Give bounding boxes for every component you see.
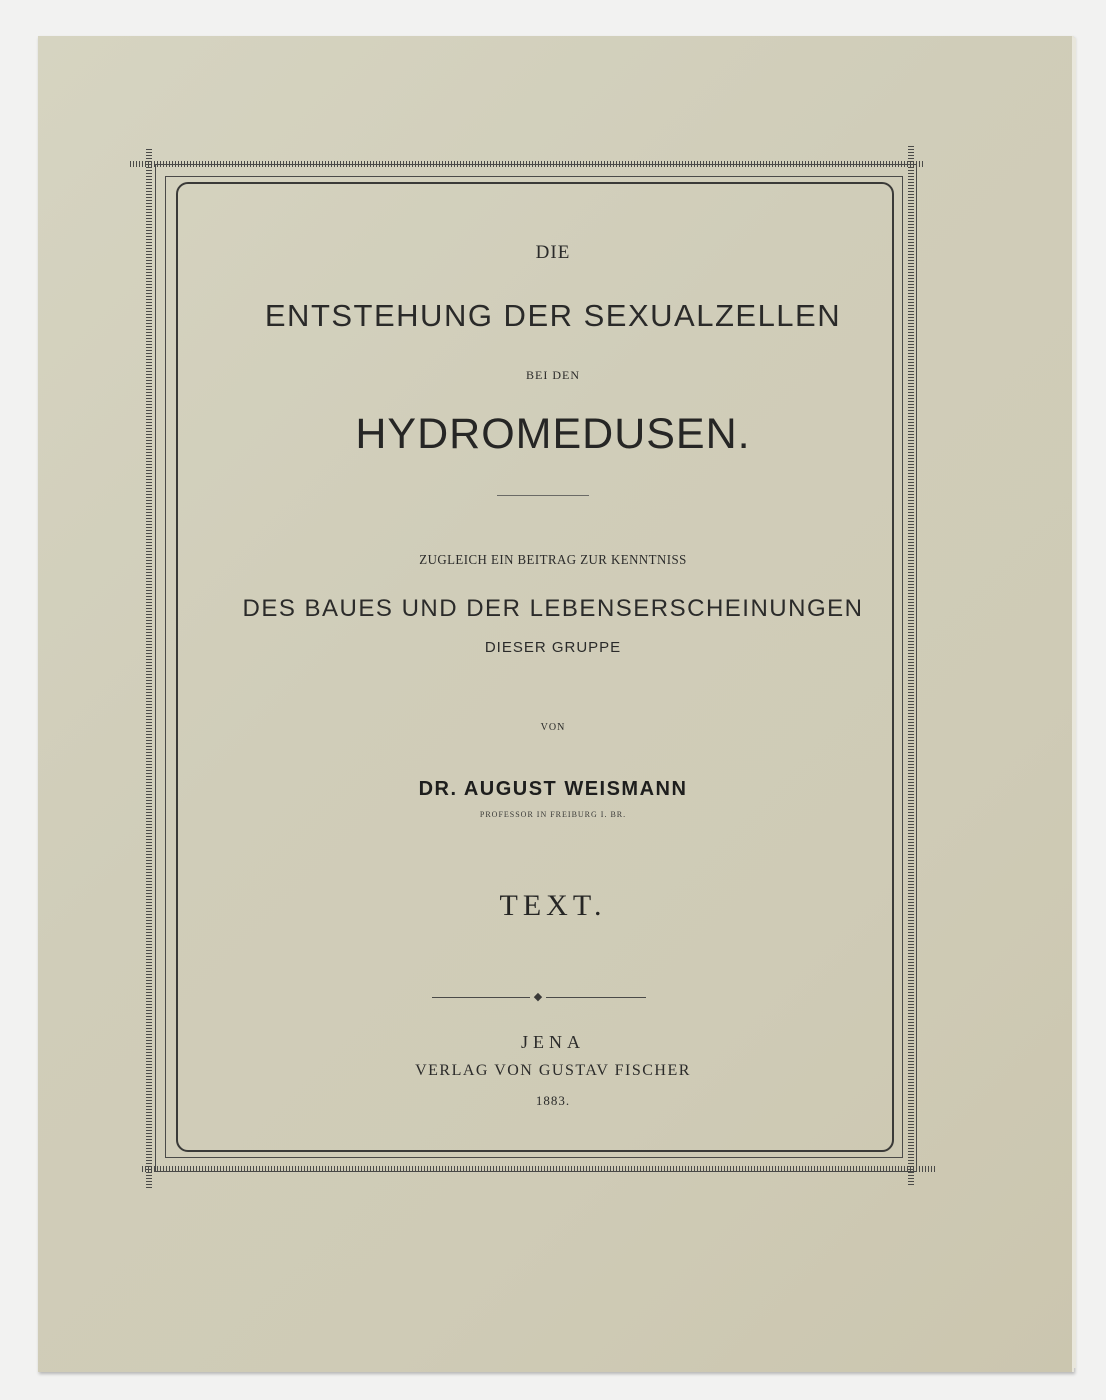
- top-tick-border: [130, 161, 925, 167]
- title-die: DIE: [535, 242, 571, 263]
- author-affiliation: PROFESSOR IN FREIBURG I. BR.: [479, 810, 627, 819]
- ornament-line-right: [546, 997, 646, 998]
- publisher-name: VERLAG VON GUSTAV FISCHER: [415, 1062, 691, 1079]
- publication-year: 1883.: [535, 1093, 571, 1108]
- by-von: VON: [540, 722, 566, 733]
- main-title: ENTSTEHUNG DER SEXUALZELLEN: [264, 298, 842, 333]
- volume-label: TEXT.: [499, 889, 607, 922]
- subtitle-zugleich: ZUGLEICH EIN BEITRAG ZUR KENNTNISS: [419, 553, 687, 568]
- publisher-city: JENA: [521, 1032, 585, 1052]
- ornament-line-left: [432, 997, 530, 998]
- subtitle-gruppe: DIESER GRUPPE: [484, 639, 622, 656]
- bottom-tick-border: [142, 1166, 937, 1172]
- title-hydromedusen: HYDROMEDUSEN.: [355, 410, 751, 458]
- author-name: DR. AUGUST WEISMANN: [418, 778, 688, 800]
- subtitle-baues: DES BAUES UND DER LEBENSERSCHEINUNGEN: [242, 595, 864, 622]
- title-bei-den: BEI DEN: [526, 368, 580, 382]
- title-divider-rule: [497, 495, 589, 496]
- diamond-ornament-icon: ◆: [533, 991, 543, 1003]
